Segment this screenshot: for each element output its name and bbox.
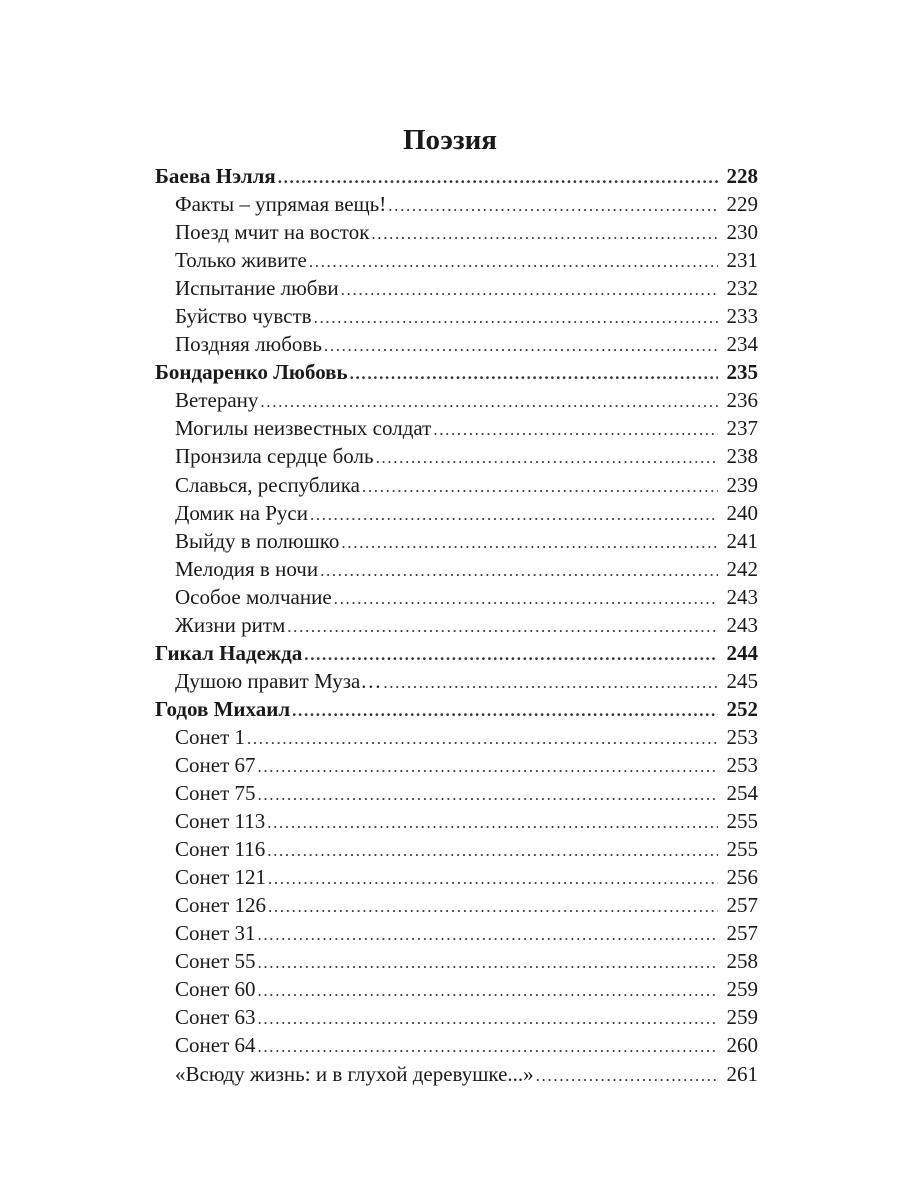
entry-title: Сонет 63 xyxy=(175,1005,256,1030)
toc-item-entry[interactable] xyxy=(155,471,758,499)
dot-leader xyxy=(278,164,718,192)
dot-leader xyxy=(258,1033,719,1061)
toc-item-entry[interactable] xyxy=(155,499,758,527)
entry-title: Домик на Руси xyxy=(175,500,308,525)
toc-item-entry[interactable] xyxy=(155,246,758,274)
dot-leader xyxy=(258,781,719,809)
page-number: 259 xyxy=(726,977,758,1002)
dot-leader xyxy=(362,473,718,501)
dot-leader xyxy=(258,977,719,1005)
table-of-contents xyxy=(155,162,758,1088)
toc-item-entry[interactable] xyxy=(155,779,758,807)
entry-title: Жизни ритм xyxy=(175,612,286,637)
entry-title: Пронзила сердце боль xyxy=(175,444,374,469)
dot-leader xyxy=(350,360,718,388)
page-number: 252 xyxy=(726,696,758,721)
page-number: 229 xyxy=(726,192,758,217)
dot-leader xyxy=(258,949,719,977)
dot-leader xyxy=(383,669,718,697)
page-number: 243 xyxy=(726,584,758,609)
toc-item-entry[interactable] xyxy=(155,330,758,358)
entry-title: Сонет 60 xyxy=(175,977,256,1002)
dot-leader xyxy=(268,865,718,893)
page-number: 237 xyxy=(726,416,758,441)
entry-title: Особое молчание xyxy=(175,584,332,609)
dot-leader xyxy=(341,529,718,557)
page-number: 257 xyxy=(726,893,758,918)
page-number: 234 xyxy=(726,332,758,357)
toc-item-entry[interactable] xyxy=(155,751,758,779)
page-number: 260 xyxy=(726,1033,758,1058)
dot-leader xyxy=(292,697,718,725)
toc-item-entry[interactable] xyxy=(155,274,758,302)
toc-item-entry[interactable] xyxy=(155,1060,758,1088)
toc-item-entry[interactable] xyxy=(155,807,758,835)
page-number: 253 xyxy=(726,752,758,777)
entry-title: Поезд мчит на восток xyxy=(175,220,370,245)
entry-title: Сонет 1 xyxy=(175,724,245,749)
toc-item-entry[interactable] xyxy=(155,414,758,442)
entry-title: Сонет 121 xyxy=(175,865,266,890)
toc-item-entry[interactable] xyxy=(155,527,758,555)
toc-item-entry[interactable] xyxy=(155,975,758,1003)
page-number: 245 xyxy=(726,668,758,693)
entry-title: Сонет 116 xyxy=(175,837,266,862)
entry-title: Мелодия в ночи xyxy=(175,556,319,581)
entry-title: Сонет 31 xyxy=(175,921,256,946)
toc-item-entry[interactable] xyxy=(155,919,758,947)
page-number: 242 xyxy=(726,556,758,581)
dot-leader xyxy=(267,809,718,837)
page-number: 231 xyxy=(726,248,758,273)
entry-title: Ветерану xyxy=(175,388,259,413)
toc-item-entry[interactable] xyxy=(155,442,758,470)
toc-item-entry[interactable] xyxy=(155,947,758,975)
dot-leader xyxy=(341,276,718,304)
entry-title: «Всюду жизнь: и в глухой деревушке...» xyxy=(175,1061,534,1086)
dot-leader xyxy=(314,304,718,332)
dot-leader xyxy=(304,641,718,669)
toc-item-entry[interactable] xyxy=(155,190,758,218)
toc-item-entry[interactable] xyxy=(155,891,758,919)
entry-title: Годов Михаил xyxy=(155,696,291,721)
entry-title: Только живите xyxy=(175,248,307,273)
toc-item-entry[interactable] xyxy=(155,863,758,891)
section-title: Поэзия xyxy=(403,124,497,156)
toc-item-entry[interactable] xyxy=(155,555,758,583)
dot-leader xyxy=(320,557,718,585)
entry-title: Душою правит Муза… xyxy=(175,668,382,693)
page-number: 253 xyxy=(726,724,758,749)
page-number: 255 xyxy=(726,837,758,862)
dot-leader xyxy=(267,837,718,865)
dot-leader xyxy=(371,220,718,248)
dot-leader xyxy=(309,248,718,276)
entry-title: Поздняя любовь xyxy=(175,332,322,357)
entry-title: Могилы неизвестных солдат xyxy=(175,416,432,441)
page-number: 233 xyxy=(726,304,758,329)
dot-leader xyxy=(247,725,718,753)
page-number: 241 xyxy=(726,528,758,553)
page-number: 254 xyxy=(726,781,758,806)
dot-leader xyxy=(258,921,719,949)
dot-leader xyxy=(310,501,718,529)
entry-title: Сонет 126 xyxy=(175,893,266,918)
dot-leader xyxy=(388,192,718,220)
entry-title: Баева Нэлля xyxy=(155,164,276,188)
page-number: 255 xyxy=(726,809,758,834)
page-number: 256 xyxy=(726,865,758,890)
toc-item-entry[interactable] xyxy=(155,723,758,751)
dot-leader xyxy=(334,585,718,613)
entry-title: Гикал Надежда xyxy=(155,640,303,665)
toc-author-entry[interactable] xyxy=(155,695,758,723)
page-number: 243 xyxy=(726,612,758,637)
dot-leader xyxy=(536,1062,718,1090)
page-number: 244 xyxy=(726,640,758,665)
page-number: 232 xyxy=(726,276,758,301)
toc-item-entry[interactable] xyxy=(155,302,758,330)
dot-leader xyxy=(376,444,718,472)
dot-leader xyxy=(260,388,718,416)
page-number: 257 xyxy=(726,921,758,946)
page-number: 240 xyxy=(726,500,758,525)
toc-item-entry[interactable] xyxy=(155,386,758,414)
entry-title: Славься, республика xyxy=(175,472,360,497)
dot-leader xyxy=(287,613,718,641)
page-number: 236 xyxy=(726,388,758,413)
toc-item-entry[interactable] xyxy=(155,611,758,639)
toc-item-entry[interactable] xyxy=(155,1003,758,1031)
toc-item-entry[interactable] xyxy=(155,667,758,695)
page-number: 261 xyxy=(726,1061,758,1086)
page-number: 259 xyxy=(726,1005,758,1030)
page-number: 258 xyxy=(726,949,758,974)
page-number: 239 xyxy=(726,472,758,497)
entry-title: Сонет 67 xyxy=(175,752,256,777)
page-number: 235 xyxy=(726,360,758,385)
toc-item-entry[interactable] xyxy=(155,1031,758,1059)
toc-item-entry[interactable] xyxy=(155,835,758,863)
entry-title: Сонет 64 xyxy=(175,1033,256,1058)
entry-title: Испытание любви xyxy=(175,276,339,301)
dot-leader xyxy=(268,893,718,921)
entry-title: Сонет 55 xyxy=(175,949,256,974)
entry-title: Выйду в полюшко xyxy=(175,528,340,553)
toc-author-entry[interactable] xyxy=(155,639,758,667)
toc-author-entry[interactable] xyxy=(155,358,758,386)
dot-leader xyxy=(324,332,718,360)
entry-title: Буйство чувств xyxy=(175,304,312,329)
entry-title: Сонет 75 xyxy=(175,781,256,806)
toc-item-entry[interactable] xyxy=(155,583,758,611)
page-number: 238 xyxy=(726,444,758,469)
dot-leader xyxy=(433,416,718,444)
toc-author-entry[interactable] xyxy=(155,162,758,190)
entry-title: Сонет 113 xyxy=(175,809,266,834)
toc-item-entry[interactable] xyxy=(155,218,758,246)
entry-title: Бондаренко Любовь xyxy=(155,360,348,385)
entry-title: Факты – упрямая вещь! xyxy=(175,192,387,217)
page-number: 230 xyxy=(726,220,758,245)
dot-leader xyxy=(258,1005,719,1033)
page-number: 228 xyxy=(726,164,758,188)
dot-leader xyxy=(258,753,719,781)
